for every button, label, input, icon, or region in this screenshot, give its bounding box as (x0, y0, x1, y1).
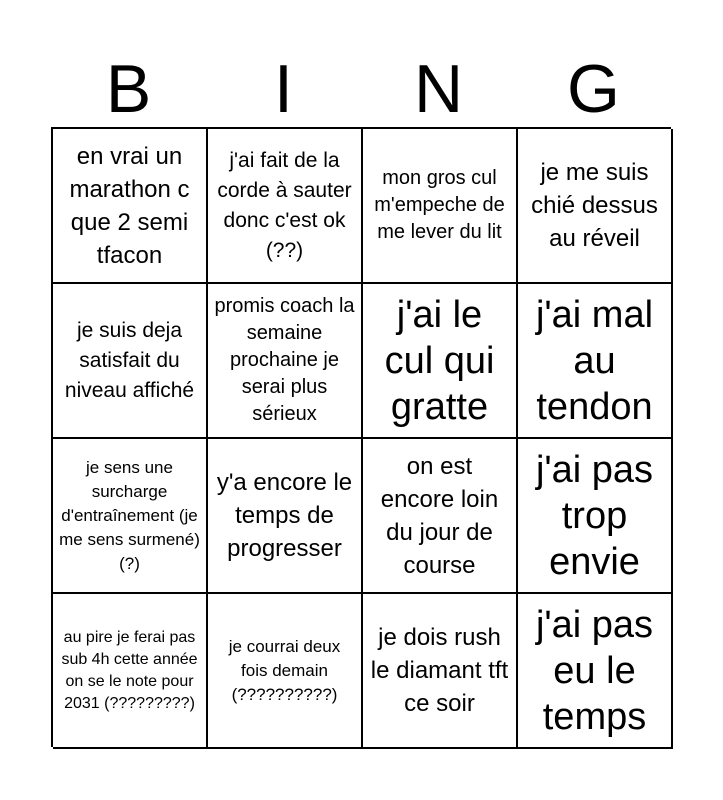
bingo-cell[interactable] (53, 594, 208, 749)
cell-text: je courrai deux fois demain (??????????) (228, 636, 341, 704)
cell-text: je sens une surcharge d'entraînement (je me sens surmené) (?) (59, 457, 200, 573)
cell-text: je suis deja satisfait du niveau affiché (64, 318, 195, 402)
cell-text: j'ai mal au tendon (535, 293, 654, 428)
cell-text: promis coach la semaine prochaine je serai plus sérieux (214, 295, 355, 425)
cell-text: j'ai le cul qui gratte (384, 293, 495, 428)
cell-text: je me suis chié dessus au réveil (531, 159, 658, 252)
cell-text: on est encore loin du jour de course (380, 452, 499, 579)
bingo-grid (51, 127, 671, 747)
bingo-cell[interactable] (208, 284, 363, 439)
bingo-header (51, 50, 671, 128)
cell-text: au pire je ferai pas sub 4h cette année on se le note pour 2031 (?????????) (61, 628, 198, 712)
header-letter-n: N (413, 51, 464, 127)
cell-text: en vrai un marathon c que 2 semi tfacon (69, 142, 190, 269)
header-letter-b: B (105, 51, 152, 127)
bingo-cell[interactable] (363, 129, 518, 284)
bingo-cell[interactable] (208, 129, 363, 284)
bingo-cell[interactable] (363, 284, 518, 439)
bingo-cell[interactable] (208, 594, 363, 749)
bingo-cell[interactable] (518, 594, 673, 749)
cell-text: mon gros cul m'empeche de me lever du lit (374, 167, 505, 243)
bingo-cell[interactable] (518, 284, 673, 439)
bingo-cell[interactable] (53, 439, 208, 594)
cell-text: j'ai pas trop envie (535, 448, 654, 583)
bingo-cell[interactable] (518, 439, 673, 594)
header-letter-g: G (567, 51, 620, 127)
cell-text: y'a encore le temps de progresser (216, 469, 353, 562)
bingo-cell[interactable] (208, 439, 363, 594)
cell-text: j'ai pas eu le temps (535, 603, 654, 738)
bingo-cell[interactable] (363, 594, 518, 749)
bingo-cell[interactable] (518, 129, 673, 284)
header-letter-i: I (274, 51, 293, 127)
bingo-cell[interactable] (53, 284, 208, 439)
cell-text: je dois rush le diamant tft ce soir (370, 624, 509, 717)
cell-text: j'ai fait de la corde à sauter donc c'est ok (??) (217, 148, 352, 262)
bingo-cell[interactable] (363, 439, 518, 594)
bingo-cell[interactable] (53, 129, 208, 284)
